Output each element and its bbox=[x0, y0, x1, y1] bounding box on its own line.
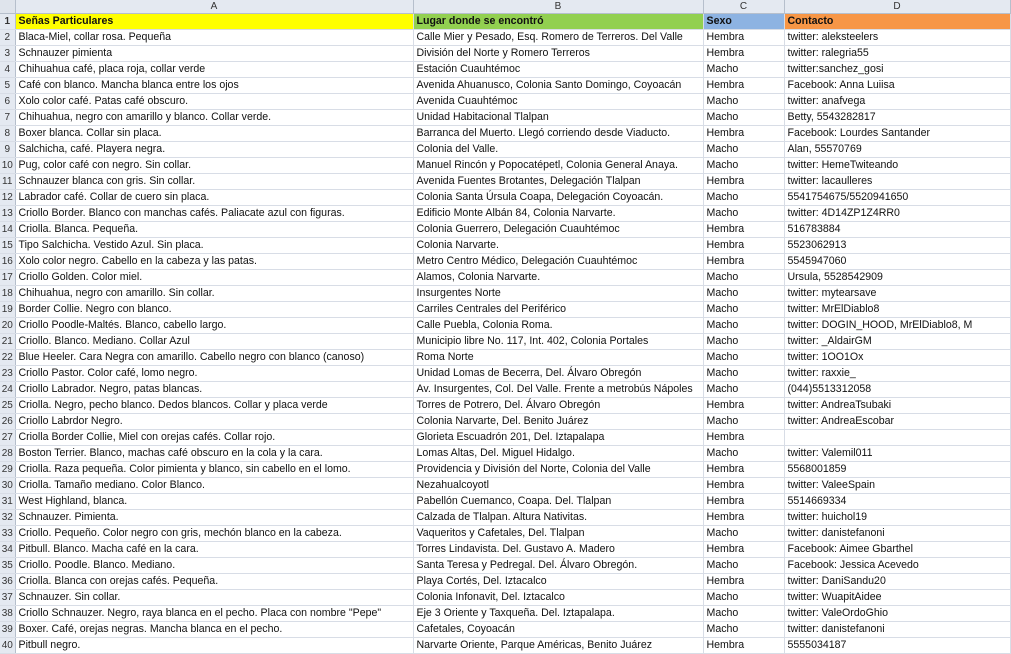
cell-b[interactable]: Calle Puebla, Colonia Roma. bbox=[413, 318, 703, 334]
cell-c[interactable]: Hembra bbox=[703, 542, 784, 558]
cell-a[interactable]: Criollo. Blanco. Mediano. Collar Azul bbox=[15, 334, 413, 350]
row-number[interactable]: 24 bbox=[0, 382, 15, 398]
row-number[interactable]: 28 bbox=[0, 446, 15, 462]
header-cell-contacto[interactable]: Contacto bbox=[784, 14, 1010, 30]
cell-b[interactable]: Narvarte Oriente, Parque Américas, Benito Juárez bbox=[413, 638, 703, 654]
row-number[interactable]: 23 bbox=[0, 366, 15, 382]
cell-b[interactable]: Glorieta Escuadrón 201, Del. Iztapalapa bbox=[413, 430, 703, 446]
cell-a[interactable]: Criolla Border Collie, Miel con orejas cafés. Collar rojo. bbox=[15, 430, 413, 446]
row-number[interactable]: 40 bbox=[0, 638, 15, 654]
cell-a[interactable]: Pitbull. Blanco. Macha café en la cara. bbox=[15, 542, 413, 558]
row-number[interactable]: 21 bbox=[0, 334, 15, 350]
row-number[interactable]: 22 bbox=[0, 350, 15, 366]
cell-d[interactable]: 516783884 bbox=[784, 222, 1010, 238]
table-row bbox=[0, 638, 1010, 654]
cell-c[interactable]: Macho bbox=[703, 158, 784, 174]
row-number[interactable]: 39 bbox=[0, 622, 15, 638]
cell-b[interactable]: Municipio libre No. 117, Int. 402, Colonia Portales bbox=[413, 334, 703, 350]
cell-c[interactable]: Macho bbox=[703, 590, 784, 606]
cell-b[interactable]: Av. Insurgentes, Col. Del Valle. Frente a metrobús Nápoles bbox=[413, 382, 703, 398]
cell-d[interactable]: twitter: anafvega bbox=[784, 94, 1010, 110]
table-row bbox=[0, 478, 1010, 494]
row-number[interactable]: 13 bbox=[0, 206, 15, 222]
cell-a[interactable]: Criolla. Blanca con orejas cafés. Pequeña. bbox=[15, 574, 413, 590]
table-row bbox=[0, 270, 1010, 286]
cell-c[interactable]: Macho bbox=[703, 350, 784, 366]
row-number[interactable]: 38 bbox=[0, 606, 15, 622]
table-row bbox=[0, 622, 1010, 638]
table-row bbox=[0, 46, 1010, 62]
cell-d[interactable]: Betty, 5543282817 bbox=[784, 110, 1010, 126]
cell-b[interactable]: Torres Lindavista. Del. Gustavo A. Madero bbox=[413, 542, 703, 558]
cell-d[interactable]: Ursula, 5528542909 bbox=[784, 270, 1010, 286]
cell-b[interactable]: Avenida Fuentes Brotantes, Delegación Tlalpan bbox=[413, 174, 703, 190]
cell-a[interactable]: Chihuahua, negro con amarillo y blanco. Collar verde. bbox=[15, 110, 413, 126]
table-row bbox=[0, 222, 1010, 238]
cell-d[interactable]: twitter:sanchez_gosi bbox=[784, 62, 1010, 78]
cell-c[interactable]: Hembra bbox=[703, 430, 784, 446]
row-number[interactable]: 32 bbox=[0, 510, 15, 526]
cell-a[interactable]: Schnauzer pimienta bbox=[15, 46, 413, 62]
table-row bbox=[0, 590, 1010, 606]
table-row bbox=[0, 206, 1010, 222]
row-number[interactable]: 15 bbox=[0, 238, 15, 254]
cell-b[interactable]: Colonia Santa Úrsula Coapa, Delegación Coyoacán. bbox=[413, 190, 703, 206]
row-number[interactable]: 12 bbox=[0, 190, 15, 206]
cell-a[interactable]: Criollo Golden. Color miel. bbox=[15, 270, 413, 286]
cell-a[interactable]: Schnauzer blanca con gris. Sin collar. bbox=[15, 174, 413, 190]
cell-a[interactable]: Chihuahua café, placa roja, collar verde bbox=[15, 62, 413, 78]
cell-d[interactable]: twitter: WuapitAidee bbox=[784, 590, 1010, 606]
cell-a[interactable]: Boxer. Café, orejas negras. Mancha blanca en el pecho. bbox=[15, 622, 413, 638]
cell-a[interactable]: Schnauzer. Pimienta. bbox=[15, 510, 413, 526]
cell-c[interactable]: Hembra bbox=[703, 478, 784, 494]
cell-c[interactable]: Macho bbox=[703, 318, 784, 334]
header-cell-senas[interactable]: Señas Particulares bbox=[15, 14, 413, 30]
table-row bbox=[0, 30, 1010, 46]
row-number[interactable]: 20 bbox=[0, 318, 15, 334]
cell-d[interactable]: twitter: _AldairGM bbox=[784, 334, 1010, 350]
header-cell-lugar[interactable]: Lugar donde se encontró bbox=[413, 14, 703, 30]
table-row bbox=[0, 238, 1010, 254]
cell-c[interactable]: Macho bbox=[703, 334, 784, 350]
cell-b[interactable]: Cafetales, Coyoacán bbox=[413, 622, 703, 638]
cell-a[interactable]: West Highland, blanca. bbox=[15, 494, 413, 510]
cell-c[interactable]: Macho bbox=[703, 62, 784, 78]
cell-a[interactable]: Pitbull negro. bbox=[15, 638, 413, 654]
cell-b[interactable]: Insurgentes Norte bbox=[413, 286, 703, 302]
cell-c[interactable]: Hembra bbox=[703, 238, 784, 254]
cell-d[interactable]: twitter: 4D14ZP1Z4RR0 bbox=[784, 206, 1010, 222]
cell-c[interactable]: Macho bbox=[703, 110, 784, 126]
cell-d[interactable]: twitter: 1OO1Ox bbox=[784, 350, 1010, 366]
row-number[interactable]: 25 bbox=[0, 398, 15, 414]
row-number[interactable]: 19 bbox=[0, 302, 15, 318]
row-number[interactable]: 6 bbox=[0, 94, 15, 110]
row-number[interactable]: 26 bbox=[0, 414, 15, 430]
table-row bbox=[0, 382, 1010, 398]
cell-c[interactable]: Macho bbox=[703, 526, 784, 542]
cell-b[interactable]: Unidad Habitacional Tlalpan bbox=[413, 110, 703, 126]
cell-c[interactable]: Macho bbox=[703, 302, 784, 318]
cell-c[interactable]: Hembra bbox=[703, 174, 784, 190]
cell-a[interactable]: Xolo color negro. Cabello en la cabeza y las patas. bbox=[15, 254, 413, 270]
cell-c[interactable]: Macho bbox=[703, 382, 784, 398]
column-header-d[interactable]: D bbox=[784, 0, 1010, 14]
cell-a[interactable]: Salchicha, café. Playera negra. bbox=[15, 142, 413, 158]
cell-c[interactable]: Hembra bbox=[703, 398, 784, 414]
row-number[interactable]: 3 bbox=[0, 46, 15, 62]
cell-c[interactable]: Macho bbox=[703, 446, 784, 462]
cell-d[interactable]: twitter: aleksteelers bbox=[784, 30, 1010, 46]
cell-b[interactable]: Barranca del Muerto. Llegó corriendo desde Viaducto. bbox=[413, 126, 703, 142]
table-row bbox=[0, 414, 1010, 430]
cell-d[interactable]: Facebook: Lourdes Santander bbox=[784, 126, 1010, 142]
row-number[interactable]: 29 bbox=[0, 462, 15, 478]
cell-a[interactable]: Criollo. Poodle. Blanco. Mediano. bbox=[15, 558, 413, 574]
table-row bbox=[0, 62, 1010, 78]
table-row bbox=[0, 510, 1010, 526]
cell-d[interactable]: twitter: ralegria55 bbox=[784, 46, 1010, 62]
table-row bbox=[0, 398, 1010, 414]
cell-b[interactable]: Colonia Infonavit, Del. Iztacalco bbox=[413, 590, 703, 606]
cell-a[interactable]: Border Collie. Negro con blanco. bbox=[15, 302, 413, 318]
cell-a[interactable]: Criolla. Raza pequeña. Color pimienta y blanco, sin cabello en el lomo. bbox=[15, 462, 413, 478]
cell-d[interactable]: 5523062913 bbox=[784, 238, 1010, 254]
cell-d[interactable]: twitter: HemeTwiteando bbox=[784, 158, 1010, 174]
cell-a[interactable]: Schnauzer. Sin collar. bbox=[15, 590, 413, 606]
table-row bbox=[0, 142, 1010, 158]
row-number[interactable]: 35 bbox=[0, 558, 15, 574]
cell-b[interactable]: Colonia Guerrero, Delegación Cuauhtémoc bbox=[413, 222, 703, 238]
cell-a[interactable]: Café con blanco. Mancha blanca entre los ojos bbox=[15, 78, 413, 94]
row-number[interactable]: 2 bbox=[0, 30, 15, 46]
table-row bbox=[0, 334, 1010, 350]
cell-d[interactable]: twitter: DOGIN_HOOD, MrElDiablo8, M bbox=[784, 318, 1010, 334]
cell-b[interactable]: Edificio Monte Albán 84, Colonia Narvarte. bbox=[413, 206, 703, 222]
cell-d[interactable]: Facebook: Jessica Acevedo bbox=[784, 558, 1010, 574]
cell-d[interactable]: twitter: Valemil011 bbox=[784, 446, 1010, 462]
table-row bbox=[0, 574, 1010, 590]
table-row bbox=[0, 606, 1010, 622]
cell-d[interactable]: twitter: mytearsave bbox=[784, 286, 1010, 302]
column-header-b[interactable]: B bbox=[413, 0, 703, 14]
cell-d[interactable]: twitter: MrElDiablo8 bbox=[784, 302, 1010, 318]
table-row bbox=[0, 286, 1010, 302]
cell-a[interactable]: Criolla. Blanca. Pequeña. bbox=[15, 222, 413, 238]
table-row bbox=[0, 430, 1010, 446]
cell-b[interactable]: Calzada de Tlalpan. Altura Nativitas. bbox=[413, 510, 703, 526]
cell-d[interactable]: twitter: ValeOrdoGhio bbox=[784, 606, 1010, 622]
cell-d[interactable]: Facebook: Anna Luiisa bbox=[784, 78, 1010, 94]
table-row bbox=[0, 158, 1010, 174]
cell-c[interactable]: Hembra bbox=[703, 574, 784, 590]
cell-d[interactable]: twitter: huichol19 bbox=[784, 510, 1010, 526]
table-row bbox=[0, 110, 1010, 126]
cell-d[interactable]: twitter: ValeeSpain bbox=[784, 478, 1010, 494]
cell-c[interactable]: Hembra bbox=[703, 462, 784, 478]
cell-d[interactable]: twitter: raxxie_ bbox=[784, 366, 1010, 382]
cell-b[interactable]: Metro Centro Médico, Delegación Cuauhtémoc bbox=[413, 254, 703, 270]
cell-d[interactable]: twitter: AndreaTsubaki bbox=[784, 398, 1010, 414]
cell-b[interactable]: Carriles Centrales del Periférico bbox=[413, 302, 703, 318]
cell-a[interactable]: Boxer blanca. Collar sin placa. bbox=[15, 126, 413, 142]
cell-b[interactable]: Providencia y División del Norte, Colonia del Valle bbox=[413, 462, 703, 478]
cell-c[interactable]: Macho bbox=[703, 622, 784, 638]
cell-b[interactable]: Lomas Altas, Del. Miguel Hidalgo. bbox=[413, 446, 703, 462]
cell-b[interactable]: Calle Mier y Pesado, Esq. Romero de Terreros. Del Valle bbox=[413, 30, 703, 46]
cell-c[interactable]: Macho bbox=[703, 190, 784, 206]
cell-c[interactable]: Macho bbox=[703, 94, 784, 110]
cell-b[interactable]: División del Norte y Romero Terreros bbox=[413, 46, 703, 62]
cell-c[interactable]: Hembra bbox=[703, 494, 784, 510]
cell-a[interactable]: Labrador café. Collar de cuero sin placa. bbox=[15, 190, 413, 206]
cell-c[interactable]: Macho bbox=[703, 606, 784, 622]
row-number[interactable]: 9 bbox=[0, 142, 15, 158]
cell-c[interactable]: Macho bbox=[703, 366, 784, 382]
row-number[interactable]: 34 bbox=[0, 542, 15, 558]
row-number[interactable]: 37 bbox=[0, 590, 15, 606]
row-number[interactable]: 33 bbox=[0, 526, 15, 542]
table-row bbox=[0, 446, 1010, 462]
cell-a[interactable]: Criollo Labrdor Negro. bbox=[15, 414, 413, 430]
cell-c[interactable]: Hembra bbox=[703, 222, 784, 238]
cell-c[interactable]: Macho bbox=[703, 558, 784, 574]
cell-b[interactable]: Vaqueritos y Cafetales, Del. Tlalpan bbox=[413, 526, 703, 542]
cell-b[interactable]: Pabellón Cuemanco, Coapa. Del. Tlalpan bbox=[413, 494, 703, 510]
cell-c[interactable]: Macho bbox=[703, 142, 784, 158]
table-row bbox=[0, 350, 1010, 366]
cell-c[interactable]: Macho bbox=[703, 206, 784, 222]
cell-b[interactable]: Avenida Ahuanusco, Colonia Santo Domingo, Coyoacán bbox=[413, 78, 703, 94]
cell-c[interactable]: Macho bbox=[703, 270, 784, 286]
cell-c[interactable]: Hembra bbox=[703, 30, 784, 46]
table-row bbox=[0, 366, 1010, 382]
table-row bbox=[0, 126, 1010, 142]
cell-b[interactable]: Colonia del Valle. bbox=[413, 142, 703, 158]
cell-d[interactable]: 5545947060 bbox=[784, 254, 1010, 270]
cell-d[interactable] bbox=[784, 430, 1010, 446]
cell-b[interactable]: Nezahualcoyotl bbox=[413, 478, 703, 494]
cell-d[interactable]: Alan, 55570769 bbox=[784, 142, 1010, 158]
cell-a[interactable]: Chihuahua, negro con amarillo. Sin collar. bbox=[15, 286, 413, 302]
cell-c[interactable]: Hembra bbox=[703, 46, 784, 62]
cell-a[interactable]: Criollo Border. Blanco con manchas cafés. Paliacate azul con figuras. bbox=[15, 206, 413, 222]
row-number[interactable]: 5 bbox=[0, 78, 15, 94]
cell-b[interactable]: Colonia Narvarte, Del. Benito Juárez bbox=[413, 414, 703, 430]
grid-body bbox=[0, 14, 1010, 654]
table-row bbox=[0, 318, 1010, 334]
cell-b[interactable]: Colonia Narvarte. bbox=[413, 238, 703, 254]
cell-a[interactable]: Tipo Salchicha. Vestido Azul. Sin placa. bbox=[15, 238, 413, 254]
row-number[interactable]: 16 bbox=[0, 254, 15, 270]
cell-b[interactable]: Santa Teresa y Pedregal. Del. Álvaro Obregón. bbox=[413, 558, 703, 574]
table-row bbox=[0, 462, 1010, 478]
column-header-row bbox=[0, 0, 1010, 14]
cell-d[interactable]: twitter: danistefanoni bbox=[784, 622, 1010, 638]
table-header-row bbox=[0, 14, 1010, 30]
table-row bbox=[0, 254, 1010, 270]
cell-b[interactable]: Estación Cuauhtémoc bbox=[413, 62, 703, 78]
cell-d[interactable]: twitter: lacaulleres bbox=[784, 174, 1010, 190]
cell-d[interactable]: Facebook: Aimee Gbarthel bbox=[784, 542, 1010, 558]
row-number[interactable]: 30 bbox=[0, 478, 15, 494]
cell-d[interactable]: twitter: DaniSandu20 bbox=[784, 574, 1010, 590]
column-header-a[interactable]: A bbox=[15, 0, 413, 14]
cell-c[interactable]: Hembra bbox=[703, 638, 784, 654]
cell-d[interactable]: 5568001859 bbox=[784, 462, 1010, 478]
row-number[interactable]: 27 bbox=[0, 430, 15, 446]
column-header-c[interactable]: C bbox=[703, 0, 784, 14]
row-number[interactable]: 36 bbox=[0, 574, 15, 590]
cell-a[interactable]: Xolo color café. Patas café obscuro. bbox=[15, 94, 413, 110]
table-row bbox=[0, 542, 1010, 558]
cell-c[interactable]: Hembra bbox=[703, 254, 784, 270]
cell-a[interactable]: Criollo Labrador. Negro, patas blancas. bbox=[15, 382, 413, 398]
cell-d[interactable]: 5555034187 bbox=[784, 638, 1010, 654]
row-number[interactable]: 31 bbox=[0, 494, 15, 510]
cell-c[interactable]: Hembra bbox=[703, 78, 784, 94]
cell-c[interactable]: Hembra bbox=[703, 510, 784, 526]
row-number[interactable]: 7 bbox=[0, 110, 15, 126]
cell-a[interactable]: Blue Heeler. Cara Negra con amarillo. Cabello negro con blanco (canoso) bbox=[15, 350, 413, 366]
cell-d[interactable]: 5541754675/5520941650 bbox=[784, 190, 1010, 206]
cell-d[interactable]: 5514669334 bbox=[784, 494, 1010, 510]
table-row bbox=[0, 494, 1010, 510]
cell-a[interactable]: Criollo Poodle-Maltés. Blanco, cabello largo. bbox=[15, 318, 413, 334]
select-all-corner[interactable] bbox=[0, 0, 15, 14]
cell-d[interactable]: (044)5513312058 bbox=[784, 382, 1010, 398]
cell-b[interactable]: Alamos, Colonia Narvarte. bbox=[413, 270, 703, 286]
row-number[interactable]: 14 bbox=[0, 222, 15, 238]
cell-a[interactable]: Criollo Schnauzer. Negro, raya blanca en el pecho. Placa con nombre "Pepe" bbox=[15, 606, 413, 622]
cell-a[interactable]: Criolla. Tamaño mediano. Color Blanco. bbox=[15, 478, 413, 494]
cell-c[interactable]: Macho bbox=[703, 414, 784, 430]
table-row bbox=[0, 94, 1010, 110]
row-number[interactable]: 10 bbox=[0, 158, 15, 174]
cell-a[interactable]: Criollo. Pequeño. Color negro con gris, mechón blanco en la cabeza. bbox=[15, 526, 413, 542]
cell-b[interactable]: Unidad Lomas de Becerra, Del. Álvaro Obregón bbox=[413, 366, 703, 382]
row-number[interactable]: 11 bbox=[0, 174, 15, 190]
cell-b[interactable]: Avenida Cuauhtémoc bbox=[413, 94, 703, 110]
cell-d[interactable]: twitter: danistefanoni bbox=[784, 526, 1010, 542]
cell-d[interactable]: twitter: AndreaEscobar bbox=[784, 414, 1010, 430]
cell-a[interactable]: Criollo Pastor. Color café, lomo negro. bbox=[15, 366, 413, 382]
row-number[interactable]: 4 bbox=[0, 62, 15, 78]
row-number[interactable]: 17 bbox=[0, 270, 15, 286]
row-number[interactable]: 18 bbox=[0, 286, 15, 302]
cell-c[interactable]: Macho bbox=[703, 286, 784, 302]
cell-a[interactable]: Criolla. Negro, pecho blanco. Dedos blancos. Collar y placa verde bbox=[15, 398, 413, 414]
table-row bbox=[0, 190, 1010, 206]
cell-b[interactable]: Torres de Potrero, Del. Álvaro Obregón bbox=[413, 398, 703, 414]
table-row bbox=[0, 526, 1010, 542]
cell-b[interactable]: Manuel Rincón y Popocatépetl, Colonia General Anaya. bbox=[413, 158, 703, 174]
header-cell-sexo[interactable]: Sexo bbox=[703, 14, 784, 30]
row-number[interactable]: 1 bbox=[0, 14, 15, 30]
table-row bbox=[0, 78, 1010, 94]
cell-b[interactable]: Playa Cortés, Del. Iztacalco bbox=[413, 574, 703, 590]
cell-b[interactable]: Eje 3 Oriente y Taxqueña. Del. Iztapalapa. bbox=[413, 606, 703, 622]
table-row bbox=[0, 302, 1010, 318]
cell-a[interactable]: Boston Terrier. Blanco, machas café obscuro en la cola y la cara. bbox=[15, 446, 413, 462]
cell-b[interactable]: Roma Norte bbox=[413, 350, 703, 366]
table-row bbox=[0, 174, 1010, 190]
cell-a[interactable]: Blaca-Miel, collar rosa. Pequeña bbox=[15, 30, 413, 46]
cell-a[interactable]: Pug, color café con negro. Sin collar. bbox=[15, 158, 413, 174]
table-row bbox=[0, 558, 1010, 574]
cell-c[interactable]: Hembra bbox=[703, 126, 784, 142]
row-number[interactable]: 8 bbox=[0, 126, 15, 142]
